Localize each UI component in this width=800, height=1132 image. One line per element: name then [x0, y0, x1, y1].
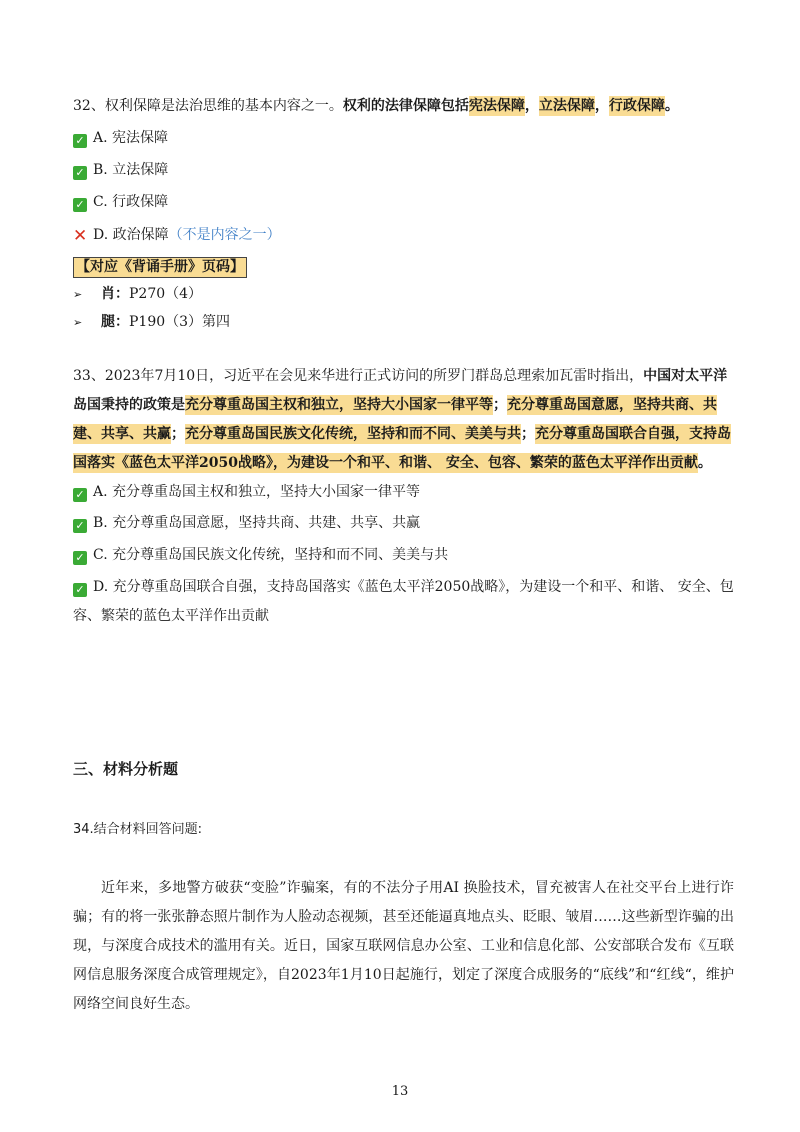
q32-highlight-3: 行政保障 [608, 98, 665, 114]
q32-highlight-2: 立法保障 [538, 98, 595, 114]
q33-option-d [73, 573, 734, 631]
q32-stem-prefix: 32、权利保障是法治思维的基本内容之一。 [73, 98, 343, 114]
cross-mark-icon: ✕ [73, 226, 88, 246]
q33-highlight-3: 充分尊重岛国民族文化传统，坚持和而不同、美美与共 [185, 426, 521, 442]
reference-name: 肖： [101, 286, 129, 302]
q33-option-a [73, 482, 734, 502]
check-mark-icon: ✓ [73, 488, 87, 502]
option-label: A. 宪法保障 [93, 130, 169, 146]
question-34-prompt: 34.结合材料回答问题: [73, 822, 203, 837]
q32-end: 。 [664, 98, 679, 114]
q33-option-b [73, 513, 734, 533]
reference-page: P270（4） [129, 286, 203, 302]
reference-item [73, 284, 734, 305]
question-32-stem [73, 96, 734, 116]
reference-page: P190（3）第四 [129, 314, 231, 330]
q33-highlight-4: 充分尊重岛国联合自强，支持岛国落实《蓝色太平洋2050战略》，为建设一个和平、和谐、 安全、包容、繁荣的蓝色太平洋作出贡献 [73, 426, 731, 471]
q32-sep-1: ， [524, 98, 539, 114]
q33-sep-2: ； [171, 426, 185, 442]
q32-option-d [73, 225, 734, 245]
page-number: 13 [391, 1084, 409, 1099]
check-mark-icon: ✓ [73, 519, 87, 533]
q33-option-c [73, 545, 734, 565]
q32-sep-2: ， [594, 98, 609, 114]
q32-option-c [73, 192, 734, 212]
q33-end: 。 [697, 455, 712, 471]
option-label: D. 政治保障 [93, 227, 169, 243]
arrow-bullet-icon: ➢ [73, 316, 83, 329]
q33-sep-3: ； [521, 426, 535, 442]
question-33-stem [73, 362, 734, 478]
check-mark-icon: ✓ [73, 583, 87, 597]
q32-highlight-1: 宪法保障 [468, 98, 525, 114]
option-label: A. 充分尊重岛国主权和独立，坚持大小国家一律平等 [93, 484, 421, 500]
material-paragraph: 近年来，多地警方破获“变脸”诈骗案，有的不法分子用AI 换脸技术，冒充被害人在社交平台上进行诈骗；有的将一张张静态照片制作为人脸动态视频，甚至还能逼真地点头、眨眼、皱眉……这些新型诈骗的出现，与深度合成技术的滥用有关。近日，国家互联网信息办公室、工业和信息化部、公安部联合发布《互联网信息服务深度合成管理规定》，自2023年1月10日起施行，划定了深度合成服务的“底线”和“红线“，维护网络空间良好生态。 [73, 880, 734, 1012]
q32-option-b [73, 160, 734, 180]
arrow-bullet-icon: ➢ [73, 288, 83, 301]
option-label: C. 行政保障 [93, 194, 169, 210]
reference-name: 腿： [101, 314, 129, 330]
q33-highlight-1: 充分尊重岛国主权和独立，坚持大小国家一律平等 [185, 397, 493, 413]
q33-highlight-2: 充分尊重岛国意愿，坚持共商、共建、共享、共赢 [73, 397, 717, 442]
q33-stem-prefix: 33、2023年7月10日，习近平在会见来华进行正式访问的所罗门群岛总理索加瓦雷时指出， [73, 368, 644, 384]
reference-label: 【对应《背诵手册》页码】 [73, 257, 247, 278]
option-label: B. 立法保障 [93, 162, 169, 178]
check-mark-icon: ✓ [73, 166, 87, 180]
check-mark-icon: ✓ [73, 551, 87, 565]
option-label: D. 充分尊重岛国联合自强，支持岛国落实《蓝色太平洋2050战略》，为建设一个和平、和谐、 安全、包容、繁荣的蓝色太平洋作出贡献 [73, 579, 734, 624]
q33-sep-1: ； [493, 397, 507, 413]
check-mark-icon: ✓ [73, 134, 87, 148]
check-mark-icon: ✓ [73, 198, 87, 212]
q32-option-a [73, 128, 734, 148]
reference-item [73, 312, 734, 333]
section-heading: 三、材料分析题 [73, 760, 179, 778]
option-note: （不是内容之一） [168, 227, 281, 243]
q33-stem-bold: 中国对太平洋岛国秉持的政策是 [73, 368, 728, 413]
option-label: C. 充分尊重岛国民族文化传统，坚持和而不同、美美与共 [93, 547, 449, 563]
option-label: B. 充分尊重岛国意愿，坚持共商、共建、共享、共赢 [93, 515, 421, 531]
reference-box [73, 257, 734, 278]
q32-stem-bold: 权利的法律保障包括 [342, 98, 469, 114]
